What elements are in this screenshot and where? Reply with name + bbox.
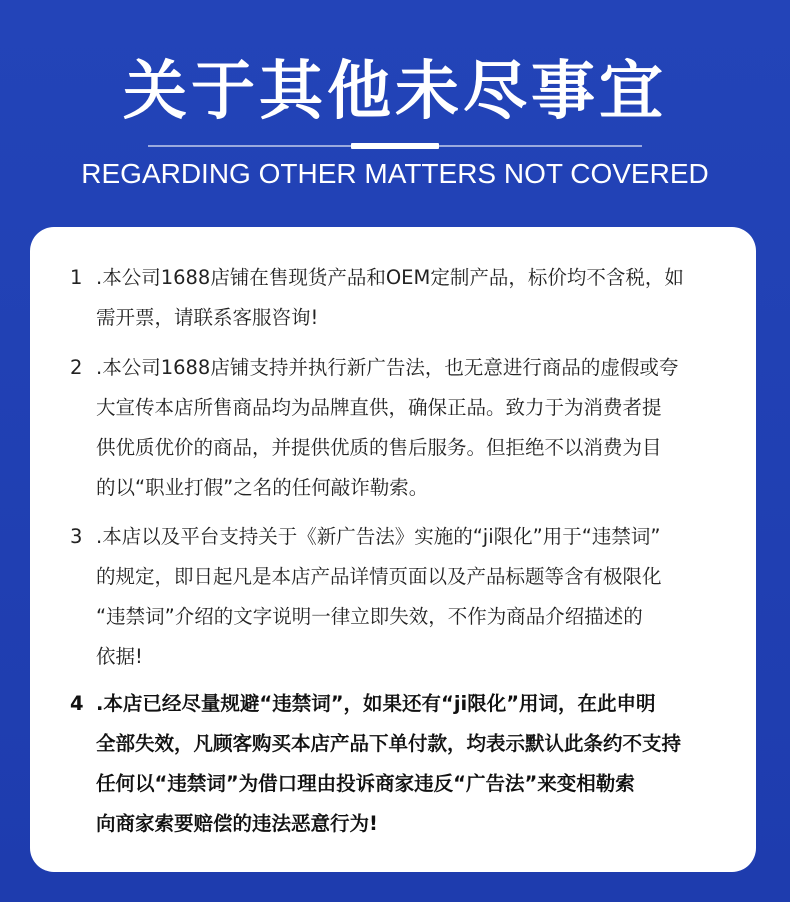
page-subtitle: REGARDING OTHER MATTERS NOT COVERED — [81, 158, 709, 189]
item-line-text: 任何以“违禁词”为借口理由投诉商家违反“广告法”来变相勒索 — [96, 772, 635, 795]
item-line-text: “违禁词”介绍的文字说明一律立即失效，不作为商品介绍描述的 — [96, 605, 643, 628]
notice-item-3 — [70, 517, 780, 677]
item-number: 4 — [70, 692, 84, 715]
item-line-text: 向商家索要赔偿的违法恶意行为! — [96, 812, 378, 835]
item-line-text: .本公司1688店铺支持并执行新广告法，也无意进行商品的虚假或夸 — [96, 356, 679, 379]
page-title: 关于其他未尽事宜 — [123, 55, 667, 129]
notice-item-1 — [70, 258, 780, 338]
item-number: 3 — [70, 525, 83, 548]
notice-item-4 — [70, 684, 780, 844]
item-number: 1 — [70, 266, 83, 289]
item-line-text: 全部失效，凡顾客购买本店产品下单付款，均表示默认此条约不支持 — [96, 732, 682, 755]
item-number: 2 — [70, 356, 83, 379]
notice-line — [70, 517, 780, 557]
item-line-text: 需开票，请联系客服咨询! — [96, 306, 319, 329]
notice-line — [70, 348, 780, 388]
item-line-text: .本店已经尽量规避“违禁词”，如果还有“ji限化”用词，在此申明 — [96, 692, 656, 715]
item-line-text: 大宣传本店所售商品均为品牌直供，确保正品。致力于为消费者提 — [96, 396, 662, 419]
notice-line — [70, 684, 780, 724]
item-line-text: 依据! — [96, 645, 143, 668]
item-line-text: 的以“职业打假”之名的任何敲诈勒索。 — [96, 476, 429, 499]
notice-item-2 — [70, 348, 780, 508]
title-divider-accent — [351, 143, 439, 149]
item-line-text: .本店以及平台支持关于《新广告法》实施的“ji限化”用于“违禁词” — [96, 525, 661, 548]
item-line-text: 的规定，即日起凡是本店产品详情页面以及产品标题等含有极限化 — [96, 565, 662, 588]
item-line-text: .本公司1688店铺在售现货产品和OEM定制产品，标价均不含税，如 — [96, 266, 684, 289]
notice-card — [30, 227, 756, 872]
notice-line — [70, 258, 780, 298]
item-line-text: 供优质优价的商品，并提供优质的售后服务。但拒绝不以消费为目 — [96, 436, 662, 459]
